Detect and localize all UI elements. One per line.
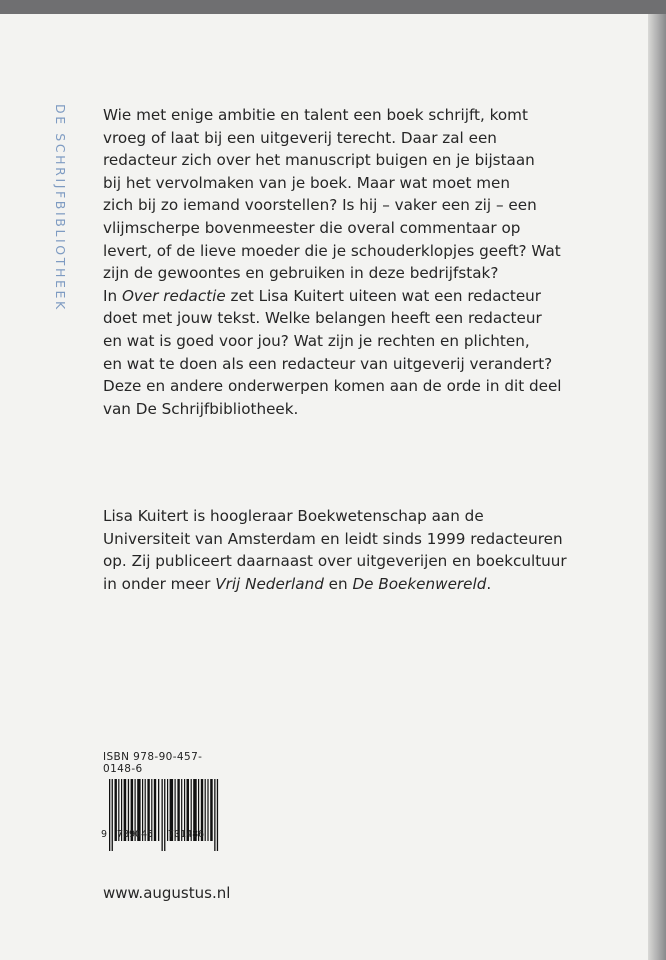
barcode-left-digits: 789045	[117, 829, 154, 840]
book-title-italic: Over redactie	[121, 286, 226, 305]
author-bio	[103, 505, 623, 595]
publication-title-italic: Vrij Nederland	[215, 574, 324, 593]
bio-line	[103, 573, 623, 596]
blurb-line: Deze en andere onderwerpen komen aan de orde in dit deel	[103, 377, 562, 396]
blurb-line: levert, of de lieve moeder die je schouderklopjes geeft? Wat	[103, 241, 561, 260]
blurb-line: zich bij zo iemand voorstellen? Is hij – vaker een zij – een	[103, 196, 537, 215]
blurb-line: en wat is goed voor jou? Wat zijn je rechten en plichten,	[103, 331, 530, 350]
cover-edge	[648, 14, 666, 960]
bio-line: Lisa Kuitert is hoogleraar Boekwetenschap aan de	[103, 507, 484, 525]
blurb-line: redacteur zich over het manuscript buigen en je bijstaan	[103, 151, 535, 170]
bio-text-segment: in onder meer	[103, 574, 216, 593]
barcode-digits	[101, 829, 226, 840]
publication-title-italic: De Boekenwereld	[352, 574, 487, 593]
barcode-block	[101, 751, 226, 851]
blurb-line: doet met jouw tekst. Welke belangen heeft een redacteur	[103, 309, 542, 328]
blurb-text	[103, 104, 623, 420]
blurb-line	[103, 285, 623, 308]
series-title: DE SCHRIJFBIBLIOTHEEK	[53, 104, 68, 312]
barcode-lead-digit: 9	[101, 829, 108, 840]
bio-text-segment: en	[323, 574, 353, 593]
isbn-label: ISBN 978-90-457-0148-6	[103, 751, 203, 775]
blurb-line: en wat te doen als een redacteur van uitgeverij verandert?	[103, 354, 553, 373]
bio-text-segment: .	[486, 574, 492, 593]
blurb-line: van De Schrijfbibliotheek.	[103, 399, 299, 418]
blurb-line: Wie met enige ambitie en talent een boek schrijft, komt	[103, 106, 528, 124]
barcode-right-digits: 701486	[168, 829, 205, 840]
bio-line: op. Zij publiceert daarnaast over uitgeverijen en boekcultuur	[103, 552, 567, 571]
publisher-website: www.augustus.nl	[103, 884, 231, 902]
bio-line: Universiteit van Amsterdam en leidt sinds 1999 redacteuren	[103, 529, 563, 548]
blurb-line: vlijmscherpe bovenmeester die overal commentaar op	[103, 218, 521, 237]
blurb-line: zijn de gewoontes en gebruiken in deze bedrijfstak?	[103, 264, 499, 283]
barcode-icon	[101, 779, 226, 851]
blurb-text-segment: In	[103, 286, 122, 305]
blurb-text-segment: zet Lisa Kuitert uiteen wat een redacteur	[225, 286, 542, 305]
blurb-line: vroeg of laat bij een uitgeverij terecht. Daar zal een	[103, 128, 497, 147]
blurb-line: bij het vervolmaken van je boek. Maar wat moet men	[103, 173, 511, 192]
